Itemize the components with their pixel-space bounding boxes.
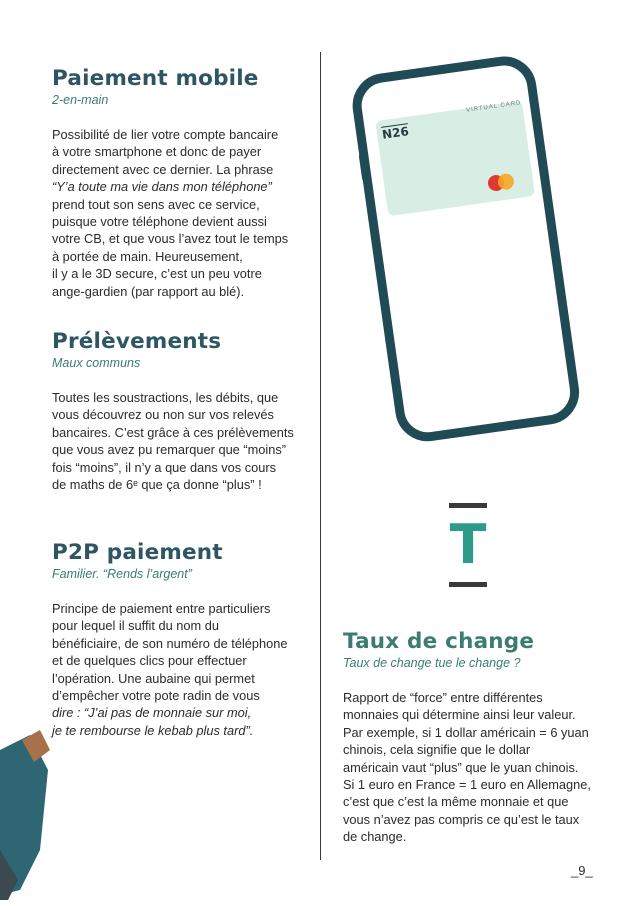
body-line: Rapport de “force” entre différentes xyxy=(343,690,543,705)
body-line: je te rembourse le kebab plus tard”. xyxy=(52,722,254,738)
body-line: bénéficiaire, de son numéro de téléphone xyxy=(52,635,288,651)
decorative-illustration xyxy=(0,730,60,900)
section-title: Prélèvements xyxy=(52,329,222,354)
body-line: vous découvrez ou non sur vos relevés xyxy=(52,407,274,423)
virtual-card xyxy=(375,101,535,217)
section-paiement-mobile xyxy=(52,66,310,300)
section-subtitle: Familier. “Rends l’argent” xyxy=(52,567,192,581)
body-line: votre CB, et que vous l’avez tout le temps xyxy=(52,231,289,247)
body-line: Toutes les soustractions, les débits, que xyxy=(52,390,279,405)
section-subtitle: Taux de change tue le change ? xyxy=(343,656,521,670)
body-line: américain vaut “plus” que le yuan chinois. xyxy=(343,759,579,775)
body-line: que vous avez pu remarquer que “moins” xyxy=(52,442,287,458)
body-line: monnaies qui détermine ainsi leur valeur. xyxy=(343,707,576,723)
body-line: ange-gardien (par rapport au blé). xyxy=(52,283,245,299)
body-line: c’est que c’est la même monnaie et que xyxy=(343,794,569,810)
body-line: prend tout son sens avec ce service, xyxy=(52,196,260,212)
section-body xyxy=(52,600,310,739)
body-line: puisque votre téléphone devient aussi xyxy=(52,214,267,230)
body-line: bancaires. C’est grâce à ces prélèvements xyxy=(52,424,294,440)
body-line: Par exemple, si 1 dollar américain = 6 yuan xyxy=(343,724,589,740)
section-p2p-paiement xyxy=(52,540,310,739)
body-line: il y a le 3D secure, c’est un peu votre xyxy=(52,266,262,282)
body-line: de change. xyxy=(343,829,407,845)
body-line: l’opération. Une aubaine qui permet xyxy=(52,670,255,686)
body-line: et de quelques clics pour effectuer xyxy=(52,653,247,669)
body-line: Principe de paiement entre particuliers xyxy=(52,601,271,616)
section-body xyxy=(52,389,310,493)
body-line: dire : “J’ai pas de monnaie sur moi, xyxy=(52,705,252,721)
body-line: d’empêcher votre pote radin de vous xyxy=(52,688,260,704)
column-divider xyxy=(320,52,321,860)
section-title: Taux de change xyxy=(343,629,535,654)
body-line: directement avec ce dernier. La phrase xyxy=(52,161,274,177)
body-line: à votre smartphone et donc de payer xyxy=(52,144,262,160)
section-title: Paiement mobile xyxy=(52,66,259,91)
section-title: P2P paiement xyxy=(52,540,223,565)
glossary-emblem xyxy=(449,503,487,587)
body-line: à portée de main. Heureusement, xyxy=(52,248,243,264)
card-brand: N26 xyxy=(381,124,410,142)
section-body xyxy=(52,126,310,300)
section-prelevements xyxy=(52,329,310,493)
section-subtitle: Maux communs xyxy=(52,356,141,370)
page-number: _9_ xyxy=(571,863,593,878)
card-label: VIRTUAL CARD xyxy=(465,100,522,114)
body-line: chinois, cela signifie que le dollar xyxy=(343,742,531,758)
body-line: Si 1 euro en France = 1 euro en Allemagne, xyxy=(343,777,591,793)
section-subtitle: 2-en-main xyxy=(52,93,109,107)
body-line: “Y’a toute ma vie dans mon téléphone” xyxy=(52,179,272,195)
phone-illustration xyxy=(340,40,590,460)
body-line: fois “moins”, il n’y a que dans vos cours xyxy=(52,459,277,475)
body-line: Possibilité de lier votre compte bancaire xyxy=(52,127,279,142)
body-line: vous n’avez pas compris ce qu’est le taux xyxy=(343,811,580,827)
section-taux-de-change xyxy=(343,629,605,846)
glossary-letter: T xyxy=(449,513,487,576)
body-line: de maths de 6ᵉ que ça donne “plus” ! xyxy=(52,477,262,493)
section-body xyxy=(343,689,605,846)
body-line: pour lequel il suffit du nom du xyxy=(52,618,219,634)
